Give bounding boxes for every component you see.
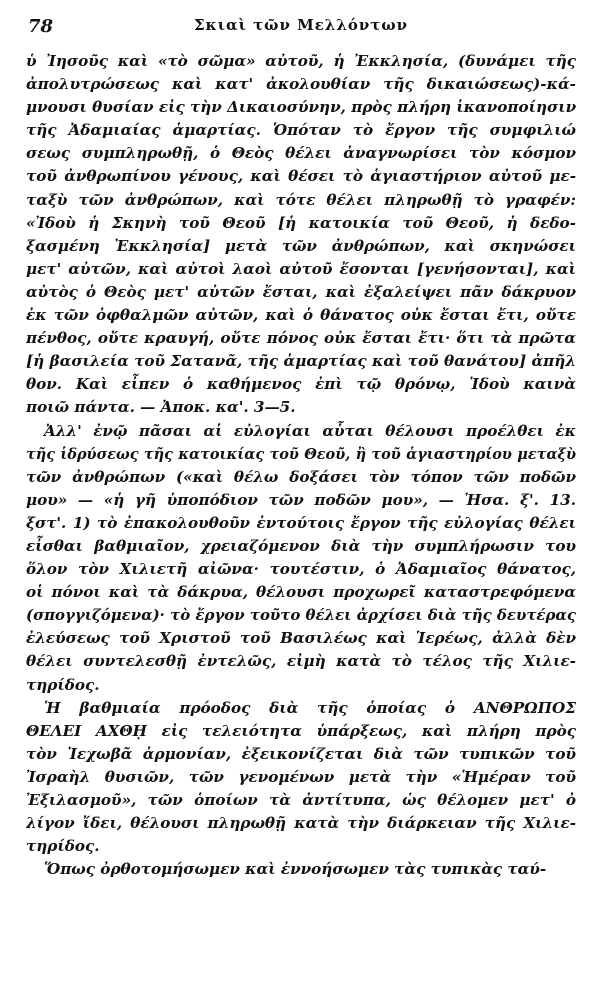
text-line: ξασμένη Ἐκκλησία] μετὰ τῶν ἀνθρώπων, καὶ σκηνώσει	[26, 236, 576, 255]
text-line: λίγον ἴδει, θέλουσι πληρωθῇ κατὰ τὴν διάρκειαν τῆς Χιλιε-	[26, 814, 576, 833]
text-line: τῆς ἱδρύσεως τῆς κατοικίας τοῦ Θεοῦ, ἢ τοῦ ἁγιαστηρίου μεταξὺ	[26, 445, 576, 463]
text-line: πένθος, οὔτε κραυγή, οὔτε πόνος οὐκ ἔσται ἔτι· ὅτι τὰ πρῶτα	[26, 329, 576, 348]
text-line: ξστ'. 1) τὸ ἐπακολουθοῦν ἐντούτοις ἔργον τῆς εὐλογίας θέλει	[26, 513, 576, 532]
text-line: εἶσθαι βαθμιαῖον, χρειαζόμενον διὰ τὴν συμπλήρωσιν του	[26, 536, 576, 555]
running-title: Σκιαὶ τῶν Μελλόντων	[193, 16, 409, 34]
text-line: τοῦ ἀνθρωπίνου γένους, καὶ θέσει τὸ ἁγιαστήριον αὐτοῦ με-	[26, 167, 576, 186]
text-line: θέλει συντελεσθῇ ἐντελῶς, εἰμὴ κατὰ τὸ τέλος τῆς Χιλιε-	[26, 652, 576, 671]
text-line: Ἀλλ' ἐνῷ πᾶσαι αἱ εὐλογίαι αὗται θέλουσι προέλθει ἐκ	[44, 421, 576, 440]
text-line: σεως συμπληρωθῇ, ὁ Θεὸς θέλει ἀναγνωρίσει τὸν κόσμον	[26, 144, 576, 163]
text-line: Ἰσραὴλ θυσιῶν, τῶν γενομένων μετὰ τὴν «Ἡμέραν τοῦ	[26, 767, 576, 786]
text-line: αὐτὸς ὁ Θεὸς μετ' αὐτῶν ἔσται, καὶ ἐξαλείψει πᾶν δάκρυον	[26, 282, 576, 301]
text-line: (σπογγιζόμενα)· τὸ ἔργον τοῦτο θέλει ἀρχίσει διὰ τῆς δευτέρας	[26, 606, 576, 625]
text-line: τηρίδος.	[26, 675, 100, 694]
text-line: Ἐξιλασμοῦ», τῶν ὁποίων τὰ ἀντίτυπα, ὡς θέλομεν μετ' ὀ	[26, 791, 576, 809]
text-line: «Ἰδοὺ ἡ Σκηνὴ τοῦ Θεοῦ [ἡ κατοικία τοῦ Θεοῦ, ἡ δεδο-	[26, 213, 576, 232]
text-line: ὑ Ἰησοῦς καὶ «τὸ σῶμα» αὐτοῦ, ἡ Ἐκκλησία, (δυνάμει τῆς	[26, 52, 576, 70]
body-text	[26, 50, 576, 881]
text-line: μετ' αὐτῶν, καὶ αὐτοὶ λαοὶ αὐτοῦ ἔσονται [γενήσονται], καὶ	[26, 259, 576, 278]
text-line: τῶν ἀνθρώπων («καὶ θέλω δοξάσει τὸν τόπον τῶν ποδῶν	[26, 467, 576, 486]
text-line: ποιῶ πάντα. — Ἀποκ. κα'. 3—5.	[26, 398, 296, 417]
text-line: Ὅπως ὀρθοτομήσωμεν καὶ ἐννοήσωμεν τὰς τυπικὰς ταύ-	[44, 860, 547, 879]
text-line: τῆς Ἀδαμιαίας ἁμαρτίας. Ὁπόταν τὸ ἔργον τῆς συμφιλιώ	[26, 121, 576, 140]
text-line: ἀπολυτρώσεως καὶ κατ' ἀκολουθίαν τῆς δικαιώσεως)-κά-	[26, 75, 576, 94]
text-line: οἱ πόνοι καὶ τὰ δάκρυα, θέλουσι προχωρεῖ καταστρεφόμενα	[26, 583, 576, 602]
text-line: ταξὺ τῶν ἀνθρώπων, καὶ τότε θέλει πληρωθῇ τὸ γραφέν:	[26, 190, 576, 209]
text-line: [ἡ βασιλεία τοῦ Σατανᾶ, τῆς ἁμαρτίας καὶ τοῦ θανάτου] ἀπῆλ	[26, 352, 576, 371]
text-line: θον. Καὶ εἶπεν ὁ καθήμενος ἐπὶ τῷ θρόνῳ, Ἰδοὺ καινὰ	[26, 375, 576, 394]
text-line: μνουσι θυσίαν εἰς τὴν Δικαιοσύνην, πρὸς πλήρη ἱκανοποίησιν	[26, 98, 576, 117]
text-line: Ἡ βαθμιαία πρόοδος διὰ τῆς ὁποίας ὁ ΑΝΘΡΩΠΟΣ	[44, 698, 576, 717]
text-line: μου» — «ἡ γῆ ὑποπόδιον τῶν ποδῶν μου», — Ἡσα. ξ'. 13.	[26, 490, 576, 509]
page-number: 78	[28, 16, 54, 37]
text-line: ἐκ τῶν ὀφθαλμῶν αὐτῶν, καὶ ὁ θάνατος οὐκ ἔσται ἔτι, οὔτε	[26, 306, 576, 325]
text-line: τηρίδος.	[26, 837, 100, 856]
text-line: ὅλον τὸν Χιλιετῆ αἰῶνα· τουτέστιν, ὁ Ἀδαμιαῖος θάνατος,	[26, 560, 576, 579]
text-line: τὸν Ἰεχωβᾶ ἁρμονίαν, ἐξεικονίζεται διὰ τῶν τυπικῶν τοῦ	[26, 744, 576, 763]
text-line: ἐλεύσεως τοῦ Χριστοῦ τοῦ Βασιλέως καὶ Ἱερέως, ἀλλὰ δὲν	[26, 629, 576, 648]
running-head	[26, 10, 576, 44]
text-line: ΘΕΛΕΙ ΑΧΘῌ εἰς τελειότητα ὑπάρξεως, καὶ πλήρη πρὸς	[26, 721, 576, 740]
